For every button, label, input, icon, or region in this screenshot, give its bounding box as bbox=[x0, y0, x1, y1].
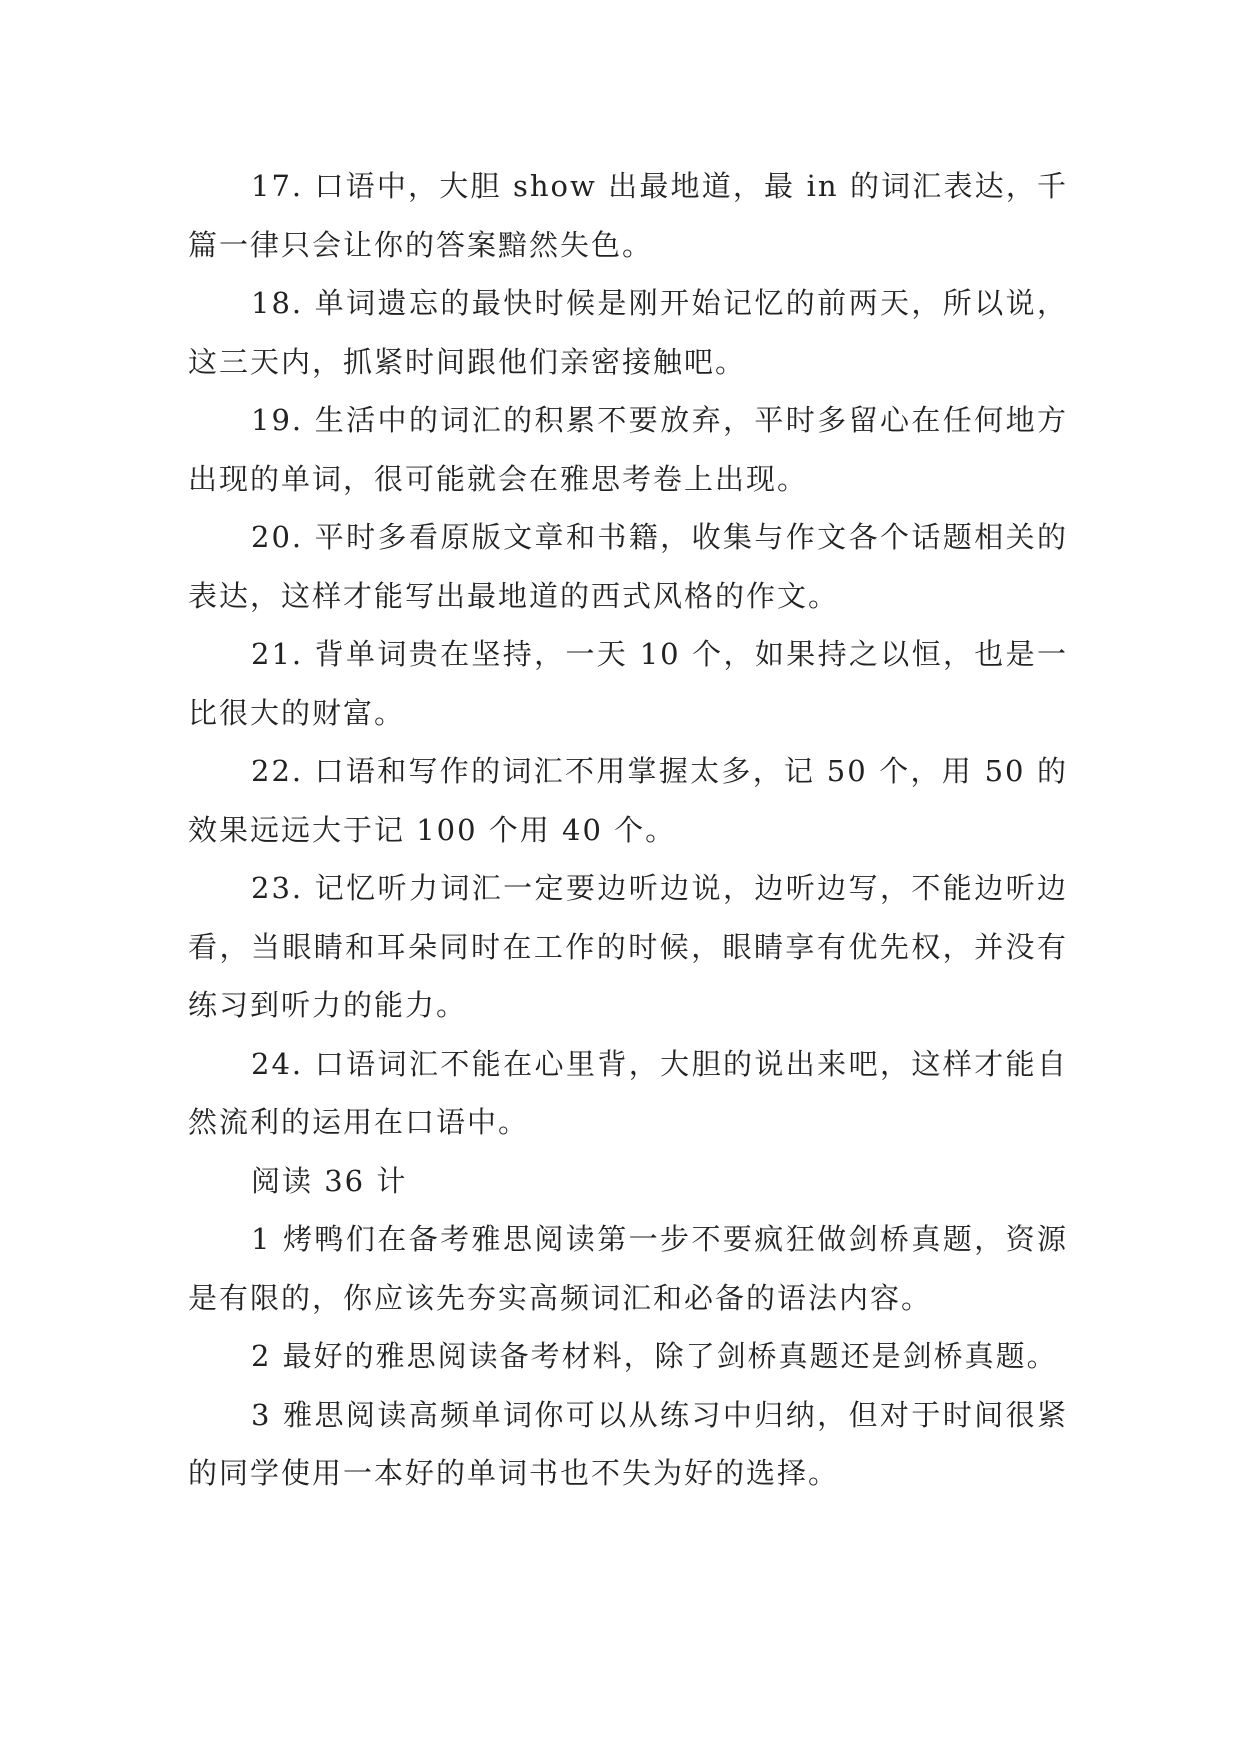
paragraph-24: 24. 口语词汇不能在心里背，大胆的说出来吧，这样才能自然流利的运用在口语中。 bbox=[188, 1046, 1068, 1139]
paragraph-20: 20. 平时多看原版文章和书籍，收集与作文各个话题相关的表达，这样才能写出最地道的西式风格的作文。 bbox=[188, 520, 1068, 613]
paragraph-22: 22. 口语和写作的词汇不用掌握太多，记 50 个，用 50 的效果远远大于记 100 个用 40 个。 bbox=[188, 754, 1068, 847]
section-paragraph-1: 1 烤鸭们在备考雅思阅读第一步不要疯狂做剑桥真题，资源是有限的，你应该先夯实高频词汇和必备的语法内容。 bbox=[188, 1222, 1068, 1315]
paragraph-19: 19. 生活中的词汇的积累不要放弃，平时多留心在任何地方出现的单词，很可能就会在雅思考卷上出现。 bbox=[188, 403, 1068, 496]
document-body bbox=[188, 157, 1068, 1503]
paragraph-21: 21. 背单词贵在坚持，一天 10 个，如果持之以恒，也是一比很大的财富。 bbox=[188, 637, 1068, 730]
paragraph-18: 18. 单词遗忘的最快时候是刚开始记忆的前两天，所以说，这三天内，抓紧时间跟他们亲密接触吧。 bbox=[188, 286, 1068, 379]
paragraph-17: 17. 口语中，大胆 show 出最地道，最 in 的词汇表达，千篇一律只会让你的答案黯然失色。 bbox=[188, 169, 1068, 262]
section-paragraph-2: 2 最好的雅思阅读备考材料，除了剑桥真题还是剑桥真题。 bbox=[251, 1339, 1058, 1373]
section-paragraph-3: 3 雅思阅读高频单词你可以从练习中归纳，但对于时间很紧的同学使用一本好的单词书也不失为好的选择。 bbox=[188, 1397, 1068, 1490]
paragraph-23: 23. 记忆听力词汇一定要边听边说，边听边写，不能边听边看，当眼睛和耳朵同时在工作的时候，眼睛享有优先权，并没有练习到听力的能力。 bbox=[188, 871, 1068, 1022]
section-heading: 阅读 36 计 bbox=[251, 1163, 408, 1198]
